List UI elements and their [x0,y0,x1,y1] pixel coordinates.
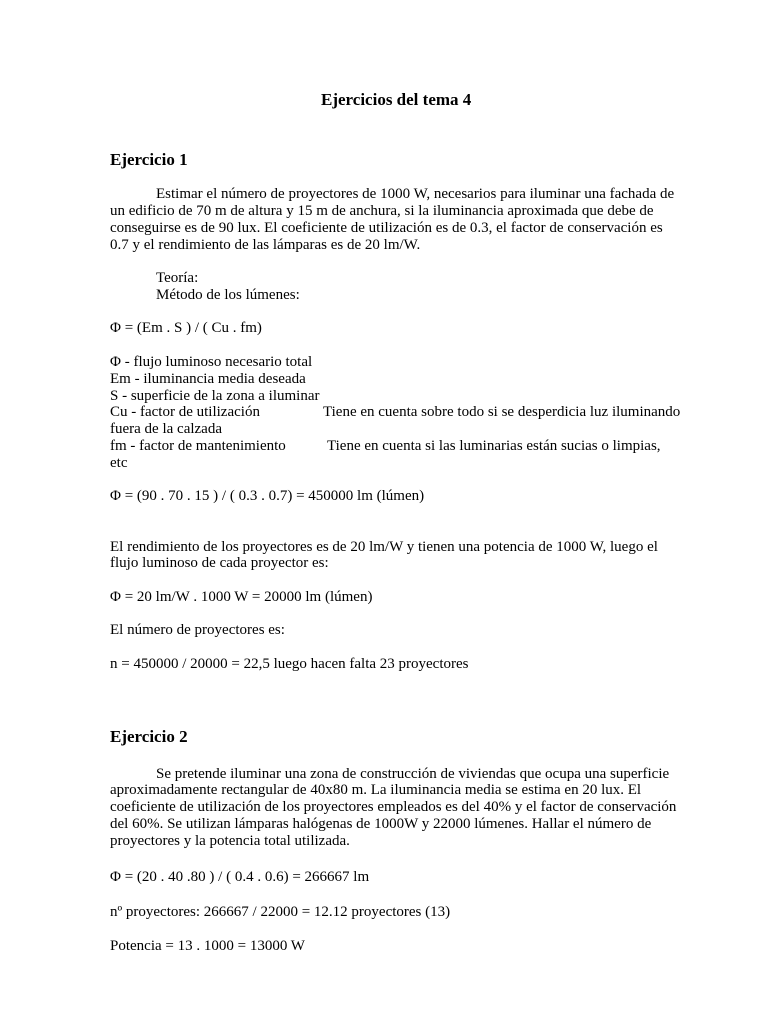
definition-phi: Φ - flujo luminoso necesario total [110,354,313,370]
definition-cu-note: Tiene en cuenta sobre todo si se desperdicia luz iluminando [323,404,681,420]
projector-text-line: El rendimiento de los proyectores es de 20 lm/W y tienen una potencia de 1000 W, luego el [110,539,658,555]
flux-calculation: Φ = (90 . 70 . 15 ) / ( 0.3 . 0.7) = 450000 lm (lúmen) [110,488,425,504]
exercise-1-statement-line: Estimar el número de proyectores de 1000 W, necesarios para iluminar una fachada de [156,186,675,202]
exercise-2-statement-line: coeficiente de utilización de los proyectores empleados es del 40% y el factor de conservación [110,799,677,815]
exercise-2-statement-line: Se pretende iluminar una zona de construcción de viviendas que ocupa una superficie [156,766,670,782]
projector-count-label: El número de proyectores es: [110,622,285,638]
exercise-1-statement-line: un edificio de 70 m de altura y 15 m de anchura, si la iluminancia aproximada que debe de [110,203,654,219]
exercise-2-flux-calculation: Φ = (20 . 40 .80 ) / ( 0.4 . 0.6) = 266667 lm [110,869,370,885]
projector-count-calculation: n = 450000 / 20000 = 22,5 luego hacen falta 23 proyectores [110,656,469,672]
projector-flux-calculation: Φ = 20 lm/W . 1000 W = 20000 lm (lúmen) [110,589,373,605]
definition-fm-note: Tiene en cuenta si las luminarias están sucias o limpias, [327,438,661,454]
exercise-2-statement-line: proyectores y la potencia total utilizada. [110,833,350,849]
method-label: Método de los lúmenes: [156,287,300,303]
definition-em: Em - iluminancia media deseada [110,371,306,387]
definition-fm-note-cont: etc [110,455,128,471]
theory-label: Teoría: [156,270,199,286]
projector-text-line: flujo luminoso de cada proyector es: [110,555,329,571]
definition-fm: fm - factor de mantenimiento [110,438,286,454]
exercise-2-statement-line: del 60%. Se utilizan lámparas halógenas de 1000W y 22000 lúmenes. Hallar el número de [110,816,652,832]
lumen-formula: Φ = (Em . S ) / ( Cu . fm) [110,320,262,336]
document-title: Ejercicios del tema 4 [321,90,472,109]
exercise-2-count-calculation: nº proyectores: 266667 / 22000 = 12.12 proyectores (13) [110,904,451,920]
exercise-1-statement-line: 0.7 y el rendimiento de las lámparas es de 20 lm/W. [110,237,421,253]
definition-cu-note-cont: fuera de la calzada [110,421,222,437]
exercise-1-statement-line: conseguirse es de 90 lux. El coeficiente de utilización es de 0.3, el factor de conservación es [110,220,663,236]
exercise-1-heading: Ejercicio 1 [110,150,188,169]
exercise-2-statement-line: aproximadamente rectangular de 40x80 m. La iluminancia media se estima en 20 lux. El [110,782,642,798]
exercise-2-heading: Ejercicio 2 [110,727,188,746]
exercise-2-power-calculation: Potencia = 13 . 1000 = 13000 W [110,938,305,954]
definition-s: S - superficie de la zona a iluminar [110,388,320,404]
definition-cu: Cu - factor de utilización [110,404,260,420]
